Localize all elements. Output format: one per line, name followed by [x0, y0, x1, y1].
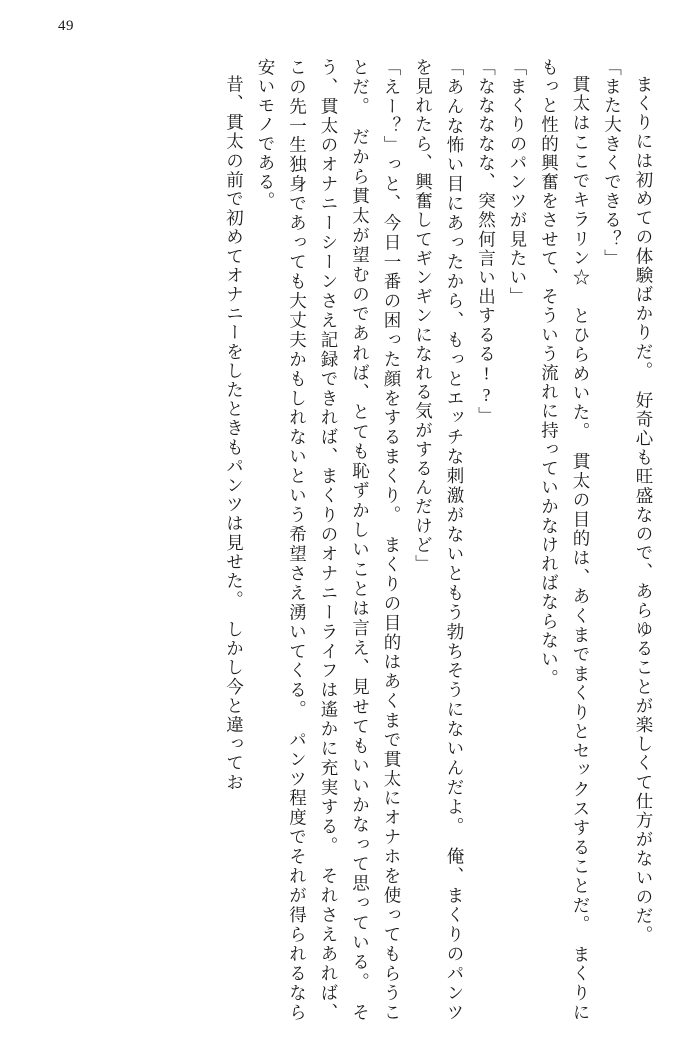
- paragraph: 「えー？」っと、今日一番の困った顔をするまくり。 まくりの目的はあくまで貫太にオナホを使ってもらうことだ。 だから貫太が望むのであれば、とても恥ずかしいことは言え、見せてもいいかなって思っている。 そう、貫太のオナニーシーンさえ記録できれば、まくりのオナニーライフは遙かに充実する。 それさえあれば、この先一生独身であっても大丈夫かもしれないという希望さえ湧いてくる。 パンツ程度でそれが得られるなら安いモノである。: [256, 58, 402, 1022]
- page-number: 49: [58, 18, 74, 34]
- paragraph: 「また大きくできる？」: [602, 58, 623, 269]
- paragraph: 「あんな怖い目にあったから、もっとエッチな刺激がないともう勃ちそうにないんだよ。 俺、まくりのパンツを見れたら、興奮してギンギンになれる気がするんだけど」: [413, 58, 465, 1022]
- paragraph: 「ななななな、突然何言い出するる!?」: [476, 58, 497, 426]
- paragraph: まくりには初めての体験ばかりだ。 好奇心も旺盛なので、あらゆることが楽しくて仕方がないのだ。: [634, 75, 654, 945]
- page-text-body: [40, 58, 659, 1022]
- paragraph: 貫太はここでキラリン☆ とひらめいた。 貫太の目的は、あくまでまくりとセックスすることだ。 まくりにもっと性的興奮をさせて、そういう流れに持っていかなければならない。: [539, 58, 591, 1022]
- paragraph: 昔、貫太の前で初めてオナニーをしたときもパンツは見せた。 しかし今と違ってお: [224, 75, 245, 793]
- paragraph: 「まくりのパンツが見たい」: [508, 58, 528, 307]
